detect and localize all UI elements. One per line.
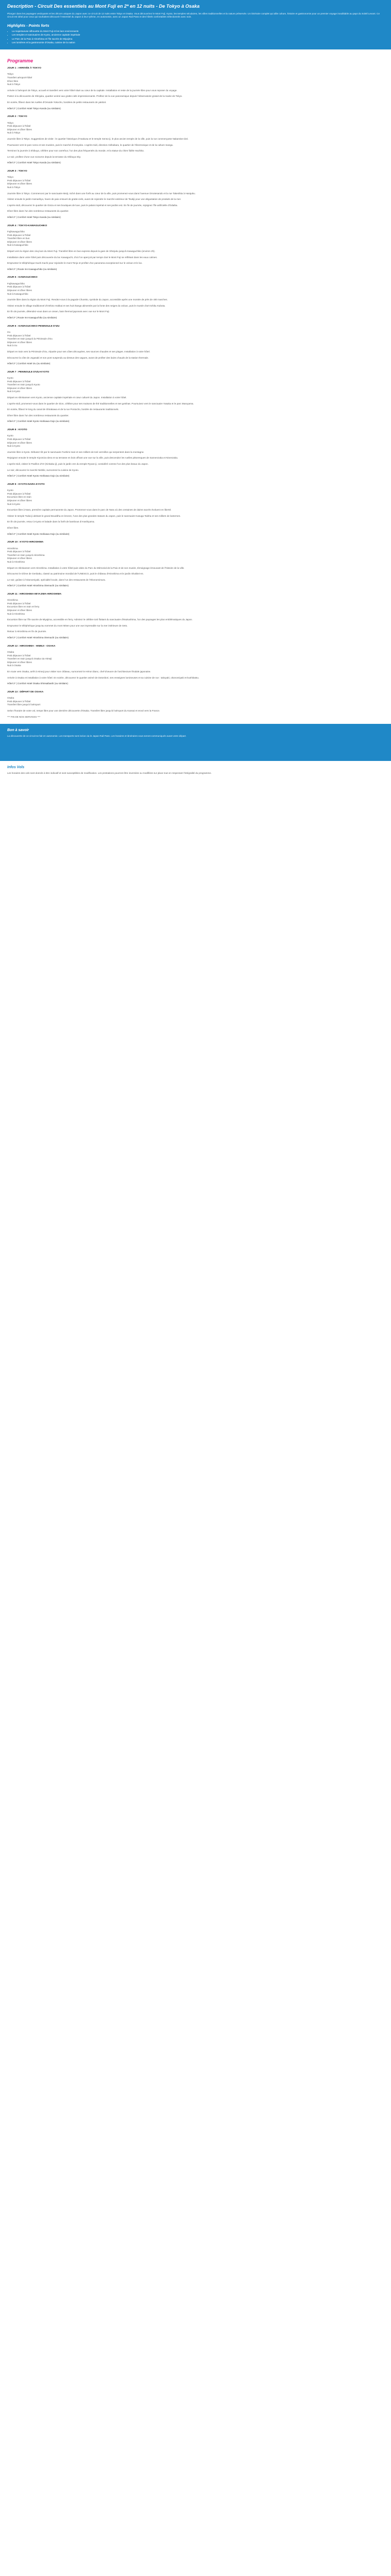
day-paragraph: Poursuivez vers le parc Ueno et ses musées, puis le marché d'Ameyoko. L'après-midi, direction Akihabara, le quartier de l'électronique et de la culture manga. <box>7 143 173 146</box>
day-meta-line: Petit déjeuner à l'hôtel <box>7 438 31 441</box>
day-paragraph: Arrivée à l'aéroport de Tokyo, accueil et transfert vers votre hôtel situé au cœur de la capitale. Installation et reste de la journée libre pour vous reposer du voyage. <box>7 89 177 92</box>
day-title: JOUR 12 : HIROSHIMA - HIMEJI - OSAKA <box>7 645 56 648</box>
program-section <box>0 49 391 719</box>
day-meta-line: Déjeuner et dîner libres <box>7 240 32 243</box>
day-title: JOUR 7 : PENINSULE D'IZU-KYOTO <box>7 370 50 374</box>
day-meta-line: Nuit à Tokyo <box>7 131 21 134</box>
day-paragraph: Empruntez le téléphérique jusqu'au sommet du mont Misen pour une vue imprenable sur la mer intérieure de Seto. <box>7 624 128 627</box>
day-paragraph: Dîner libre dans l'un des nombreux restaurants du quartier. <box>7 414 69 417</box>
day-block <box>7 429 384 478</box>
day-block <box>7 593 384 640</box>
day-hotel: Hôtel 2* | Comfort Hotel Izu (ou similaire) <box>7 362 51 365</box>
day-meta-line: Nuit à Tokyo <box>7 83 21 86</box>
day-meta-line: Déjeuner et dîner libres <box>7 609 32 612</box>
day-title: JOUR 2 : TOKYO <box>7 115 27 118</box>
day-meta-line: Excursion libre en train <box>7 496 31 499</box>
day-meta-line: Petit déjeuner à l'hôtel <box>7 380 31 383</box>
day-paragraph: En route vers Osaka, arrêt à Himeji pour visiter son château, surnommé le Héron blanc, chef-d'œuvre de l'architecture féodale japonaise. <box>7 670 151 673</box>
day-hotel: Hôtel 2* | Comfort Hotel Kyoto Horikawa Gojo (ou similaire) <box>7 532 70 535</box>
day-paragraph: Journée libre à Tokyo. Commencez par le sanctuaire Meiji, niché dans une forêt au cœur de la ville, puis promenez-vous dans l'avenue Omotesando et la rue Takeshita à Harajuku. <box>7 192 196 195</box>
day-block <box>7 645 384 686</box>
day-paragraph: Partez à la découverte de Shinjuku, quartier animé aux gratte-ciels impressionnants. Profitez de la vue panoramique depuis l'observatoire gratuit de la mairie de Tokyo. <box>7 95 183 98</box>
good-to-know-text: La découverte de ce circuit se fait en autonomie. Les transports sont inclus via le Japan Rail Pass. Les horaires et itinéraires vous seront communiqués avant votre départ. <box>7 735 187 738</box>
day-meta-line: Fujikawaguchiko <box>7 282 25 285</box>
intro-banner <box>0 0 391 49</box>
day-meta-line: Excursion libre en train et ferry <box>7 605 40 608</box>
day-block <box>7 276 384 319</box>
day-paragraph: Installation dans votre hôtel puis découverte du lac Kawaguchi, d'où l'on aperçoit par temps clair le Mont Fuji se reflétant dans les eaux calmes. <box>7 256 158 259</box>
day-meta-line: Nuit à Kawaguchiko <box>7 292 28 295</box>
day-block <box>7 691 384 719</box>
day-paragraph: Journée libre dans la région du Mont Fuji. Rendez-vous à la pagode Chureito, symbole du Japon, accessible après une montée de près de 400 marches. <box>7 298 168 301</box>
day-title: JOUR 3 : TOKYO <box>7 170 27 173</box>
day-meta-line: Kyoto <box>7 377 13 380</box>
day-meta-line: Déjeuner et dîner libres <box>7 128 32 131</box>
day-paragraph: Rejoignez ensuite le temple Kiyomizu-dera et sa terrasse en bois offrant une vue sur la ville, puis descendez les ruelles pittoresques de Sannenzaka et Ninenzaka. <box>7 456 178 460</box>
day-meta-line: Petit déjeuner à l'hôtel <box>7 233 31 236</box>
day-meta-line: Transfert en train jusqu'à Kyoto <box>7 383 40 386</box>
day-title: JOUR 5 : KAWAGUCHIKO <box>7 276 38 279</box>
day-paragraph: En fin de journée, détendez-vous dans un onsen, bain thermal japonais avec vue sur le Mont Fuji. <box>7 310 110 313</box>
flight-info-title: Infos Vols <box>7 766 25 770</box>
day-meta-line: Déjeuner et dîner libres <box>7 289 32 292</box>
day-meta-line: Transfert en train jusqu'à Hiroshima <box>7 553 45 556</box>
day-hotel: Hôtel 2* | Comfort Hotel Tokyo Kanda (ou similaire) <box>7 161 61 164</box>
day-title: JOUR 13 : DÉPART DE OSAKA <box>7 690 44 693</box>
day-meta-line: Déjeuner et dîner libres <box>7 499 32 502</box>
day-meta-line: Déjeuner et dîner libres <box>7 557 32 560</box>
day-meta-line: Hiroshima <box>7 547 18 550</box>
day-meta <box>7 377 384 394</box>
day-paragraph: Terminez la journée à Shibuya, célèbre pour son carrefour, l'un des plus fréquentés du monde, et la statue du chien fidèle Hachiko. <box>7 149 144 152</box>
day-meta-line: Izu <box>7 330 11 333</box>
day-paragraph: Empruntez le téléphérique Kachi Kachi pour rejoindre le mont Tenjo et profiter d'un panorama exceptionnel sur le volcan et le lac. <box>7 262 143 265</box>
day-paragraph: Journée libre à Tokyo. Suggestions de visite : le quartier historique d'Asakusa et le temple Senso-ji, le plus ancien temple de la ville, puis la rue commerçante Nakamise-dori. <box>7 137 189 140</box>
day-title: JOUR 10 : KYOTO-HIROSHIMA <box>7 541 44 544</box>
day-title: JOUR 9 : KYOTO-NARA-KYOTO <box>7 483 45 486</box>
day-meta-line: Tokyo <box>7 73 13 76</box>
day-block <box>7 541 384 588</box>
day-meta-line: Transfert en train jusqu'à Osaka via Himeji <box>7 657 52 660</box>
day-meta-line: Tokyo <box>7 121 13 124</box>
day-paragraph: En fin de journée, retour à Kyoto et balade dans la forêt de bambous d'Arashiyama. <box>7 520 95 523</box>
day-meta-line: Déjeuner et dîner libres <box>7 182 32 185</box>
day-meta-line: Petit déjeuner à l'hôtel <box>7 285 31 289</box>
day-meta <box>7 73 384 86</box>
day-paragraph: Départ en train vers la Péninsule d'Izu, réputée pour ses côtes découpées, ses sources chaudes et ses plages. Installation à votre hôtel. <box>7 350 150 353</box>
day-meta-line: Petit déjeuner à l'hôtel <box>7 550 31 553</box>
day-meta-line: Hiroshima <box>7 599 18 602</box>
day-paragraph: *** FIN DE NOS SERVICES *** <box>7 715 40 718</box>
day-title: JOUR 11 : HIROSHIMA-MIYAJIMA-HIROSHIMA <box>7 592 62 596</box>
day-meta <box>7 599 384 616</box>
day-meta-line: Petit déjeuner à l'hôtel <box>7 700 31 703</box>
day-title: JOUR 1 : ARRIVÉE À TOKYO <box>7 66 41 70</box>
day-paragraph: Départ vers la région des cinq lacs du Mont Fuji. Transfert libre en bus express depuis la gare de Shinjuku jusqu'à Kawaguchiko (environ 2h). <box>7 250 155 252</box>
day-meta-line: Nuit à Kyoto <box>7 445 21 448</box>
day-paragraph: Excursion libre à Nara, première capitale permanente du Japon. Promenez-vous dans le parc de Nara où des centaines de daims sacrés évoluent en liberté. <box>7 509 172 512</box>
highlight-item: • La majestueuse silhouette du Mont Fuji et les lacs environnants <box>12 30 385 33</box>
day-paragraph: Journée libre à Kyoto. Débutez tôt par le sanctuaire Fushimi Inari et ses milliers de torii vermillon qui serpentent dans la montagne. <box>7 450 144 453</box>
day-meta-line: Transfert libre jusqu'à l'aéroport <box>7 703 41 706</box>
good-to-know-banner <box>0 724 391 761</box>
highlights-list <box>7 30 385 45</box>
day-hotel: Hôtel 2* | Comfort Hotel Tokyo Kanda (ou similaire) <box>7 107 61 110</box>
day-paragraph: Visitez ensuite le jardin Hamarikyu, havre de paix entouré de gratte-ciels, avant de rejoindre le marché extérieur de Tsukiji pour une dégustation de produits de la mer. <box>7 198 182 201</box>
day-paragraph: En soirée, flânez dans les ruelles d'Omoide Yokocho, bordées de petits restaurants de yakitori. <box>7 100 107 104</box>
day-paragraph: L'après-midi, promenez-vous dans le quartier de Gion, célèbre pour ses maisons de thé traditionnelles et ses geishas. Poursuivez vers le sanctuaire Yasaka et le parc Maruyama. <box>7 402 194 405</box>
day-meta-line: Transfert aéroport-hôtel <box>7 76 32 79</box>
day-meta <box>7 651 384 668</box>
day-meta <box>7 176 384 189</box>
day-paragraph: Visitez ensuite le village traditionnel d'Oshino Hakkai et ses huit étangs alimentés par la fonte des neiges du volcan, puis le musée d'art Itchiku Kubota. <box>7 304 166 307</box>
day-meta-line: Transfert en train jusqu'à la Péninsule d'Izu <box>7 337 53 341</box>
day-paragraph: Selon l'horaire de votre vol, temps libre pour une dernière découverte d'Osaka. Transfert libre jusqu'à l'aéroport du Kansai et envol vers la France. <box>7 709 160 712</box>
day-block <box>7 483 384 536</box>
day-hotel: Hôtel 2* | Comfort Hotel Hiroshima Otemachi (ou similaire) <box>7 584 69 587</box>
intro-text: Plongez dans les paysages verdoyants et les décors uniques du Japon avec ce circuit de 12 nuits entre Tokyo et Osaka. Vous découvrirez le Mont Fuji, Kyoto, les temples séculaires, les villes traditionnelles et la nature préservée. Un itinéraire complet qui allie culture, histoire et gastronomie pour un premier voyage inoubliable au pays du Soleil Levant. Ce circuit est idéal pour ceux qui souhaitent découvrir l’essentiel du Japon à leur rythme, en autonomie, avec un Japan Rail Pass et des hôtels confortables sélectionnés avec soin. <box>7 12 380 19</box>
day-meta-line: Osaka <box>7 697 14 700</box>
day-block <box>7 225 384 272</box>
highlights-title: Highlights - Points forts <box>7 23 50 28</box>
program-title: Programme <box>7 58 34 63</box>
day-meta-line: Dîner libre <box>7 79 19 82</box>
day-paragraph: L'après-midi, découvrez le quartier de Ginza et ses boutiques de luxe, puis le palais impérial et ses jardins est. En fin de journée, rejoignez l'île artificielle d'Odaiba. <box>7 204 178 207</box>
day-meta-line: Petit déjeuner à l'hôtel <box>7 334 31 337</box>
day-meta-line: Nuit à Kawaguchiko <box>7 244 28 247</box>
flight-info-text: Les horaires des vols sont donnés à titre indicatif et sont susceptibles de modification. Les prestations pourront être inversées ou modifiées sur place tout en respectant l'intégralité du programme. <box>7 772 212 775</box>
day-block <box>7 170 384 219</box>
day-hotel: Hôtel 2* | Comfort Hotel Hiroshima Otemachi (ou similaire) <box>7 636 69 639</box>
day-meta-line: Petit déjeuner à l'hôtel <box>7 492 31 495</box>
day-meta-line: Déjeuner et dîner libres <box>7 441 32 444</box>
highlight-item: • Le Parc de la Paix à Hiroshima et l’île sacrée de Miyajima <box>12 38 385 41</box>
day-paragraph: Arrivée à Osaka et installation à votre hôtel. En soirée, découvrez le quartier animé de Dotonbori, ses enseignes lumineuses et sa cuisine de rue : takoyaki, okonomiyaki et kushikatsu. <box>7 676 200 679</box>
day-meta-line: Nuit à Hiroshima <box>7 612 25 615</box>
day-meta-line: Nuit à Kyoto <box>7 502 21 505</box>
day-meta <box>7 331 384 348</box>
day-paragraph: Découvrez la côte de Jogasaki et son pont suspendu au-dessus des vagues, avant de profiter des bains chauds de la station thermale. <box>7 356 149 359</box>
day-meta-line: Tokyo <box>7 176 13 179</box>
day-hotel: Hôtel 2* | Comfort Hotel Osaka Shinsaibashi (ou similaire) <box>7 682 68 685</box>
day-paragraph: L'après-midi, visitez le Pavillon d'Or (Kinkaku-ji), puis le jardin zen du temple Ryoan-ji, considéré comme l'un des plus beaux du Japon. <box>7 463 149 465</box>
day-block <box>7 371 384 423</box>
day-hotel: Hôtel 2* | Comfort Hotel Tokyo Kanda (ou similaire) <box>7 216 61 219</box>
day-meta-line: Petit déjeuner à l'hôtel <box>7 602 31 605</box>
day-block <box>7 115 384 165</box>
day-title: JOUR 4 : TOKYO-KAWAGUCHIKO <box>7 224 47 227</box>
day-meta-line: Kyoto <box>7 489 13 492</box>
day-meta-line: Kyoto <box>7 434 13 437</box>
day-paragraph: Visitez le temple Todai-ji abritant le grand Bouddha en bronze, l'une des plus grandes statues du Japon, puis le sanctuaire Kasuga Taisha et ses milliers de lanternes. <box>7 514 181 517</box>
day-paragraph: Retour à Hiroshima en fin de journée. <box>7 630 47 633</box>
day-title: JOUR 8 : KYOTO <box>7 429 27 432</box>
day-meta-line: Déjeuner et dîner libres <box>7 660 32 664</box>
day-block <box>7 67 384 110</box>
day-paragraph: Découvrez le Dôme de Genbaku, classé au patrimoine mondial de l'UNESCO, puis le château d'Hiroshima et le jardin Shukkei-en. <box>7 572 144 575</box>
day-paragraph: Dîner libre. <box>7 526 19 529</box>
good-to-know-title: Bon à savoir <box>7 728 29 733</box>
day-meta-line: Fujikawaguchiko <box>7 230 25 233</box>
highlight-item: • Les lumières et la gastronomie d’Osaka, cuisine de la nation <box>12 41 385 45</box>
day-meta <box>7 230 384 247</box>
day-meta-line: Nuit à Hiroshima <box>7 560 25 563</box>
day-meta-line: Petit déjeuner à l'hôtel <box>7 654 31 657</box>
day-paragraph: Le soir, découvrez le marché Nishiki, surnommé la cuisine de Kyoto. <box>7 468 79 471</box>
day-paragraph: Départ en shinkansen vers Kyoto, ancienne capitale impériale et cœur culturel du Japon. Installation à votre hôtel. <box>7 396 127 399</box>
day-meta-line: Nuit à Izu <box>7 344 18 347</box>
highlight-item: • Les temples et sanctuaires de Kyoto, ancienne capitale impériale <box>12 33 385 37</box>
day-paragraph: Excursion libre sur l'île sacrée de Miyajima, accessible en ferry. Admirez le célèbre torii flottant du sanctuaire d'Itsukushima, l'un des paysages les plus emblématiques du Japon. <box>7 618 193 621</box>
day-meta-line: Nuit à Kyoto <box>7 390 21 393</box>
day-meta <box>7 489 384 506</box>
day-hotel: Hôtel 2* | Comfort Hotel Kyoto Horikawa Gojo (ou similaire) <box>7 474 70 478</box>
day-meta <box>7 282 384 296</box>
day-paragraph: Le soir, profitez d'une vue nocturne depuis la terrasse du Shibuya Sky. <box>7 155 82 158</box>
day-meta-line: Nuit à Tokyo <box>7 186 21 189</box>
day-meta <box>7 122 384 135</box>
day-meta <box>7 547 384 564</box>
day-meta <box>7 434 384 448</box>
page-title: Description - Circuit Des essentiels au Mont Fuji en 2* en 12 nuits - De Tokyo à Osaka <box>7 4 200 9</box>
day-title: JOUR 6 : KAWAGUCHIKO-PENINSULE D'IZU <box>7 325 60 328</box>
days-list <box>7 67 384 719</box>
day-paragraph: En soirée, flânez le long du canal de Shirakawa et de la rue Pontocho, bordée de restaurants traditionnels. <box>7 408 119 411</box>
day-meta-line: Petit déjeuner à l'hôtel <box>7 125 31 128</box>
day-meta-line: Déjeuner et dîner libres <box>7 341 32 344</box>
day-paragraph: Départ en shinkansen vers Hiroshima. Installation à votre hôtel puis visite du Parc du Mémorial de la Paix et de son musée, témoignage émouvant de l'histoire de la ville. <box>7 566 185 569</box>
day-hotel: Hôtel 2* | Route Inn Kawaguchiko (ou similaire) <box>7 267 57 270</box>
day-hotel: Hôtel 2* | Route Inn Kawaguchiko (ou similaire) <box>7 316 57 319</box>
day-meta-line: Petit déjeuner à l'hôtel <box>7 179 31 182</box>
day-meta <box>7 697 384 707</box>
flight-info-section <box>0 761 391 779</box>
day-block <box>7 325 384 366</box>
day-paragraph: Le soir, goûtez à l'okonomiyaki, spécialité locale, dans l'un des restaurants de l'Okonomimura. <box>7 578 106 581</box>
day-paragraph: Dîner libre dans l'un des nombreux restaurants du quartier. <box>7 210 69 213</box>
day-meta-line: Osaka <box>7 651 14 654</box>
day-meta-line: Déjeuner et dîner libres <box>7 386 32 389</box>
day-hotel: Hôtel 2* | Comfort Hotel Kyoto Horikawa Gojo (ou similaire) <box>7 420 70 423</box>
day-meta-line: Transfert libre en bus <box>7 237 30 240</box>
day-meta-line: Nuit à Osaka <box>7 664 21 667</box>
